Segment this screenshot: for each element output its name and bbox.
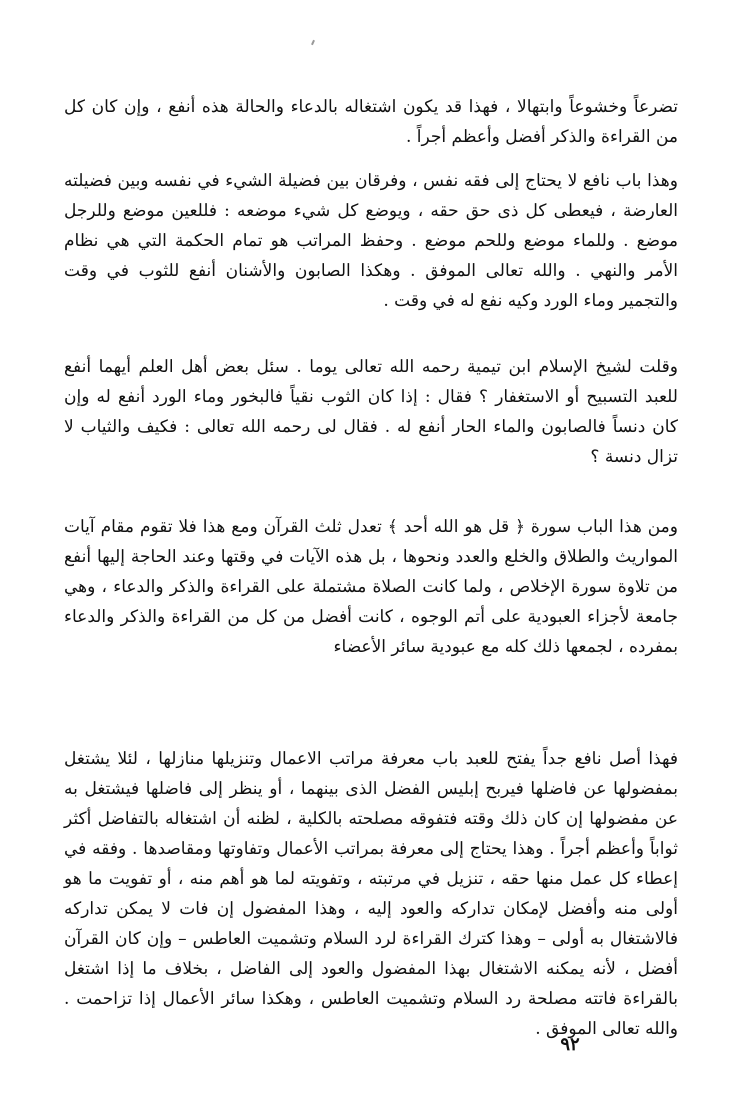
paragraph-ibn-taymiyya-anecdote: وقلت لشيخ الإسلام ابن تيمية رحمه الله تعالى يوما . سئل بعض أهل العلم أيهما أنفع للعبد التسبيح أو الاستغفار ؟ فقال : إذا كان الثوب نقياً فالبخور وماء الورد أنفع له وإن كان دنساً فالصابون والماء الحار أنفع له . فقال لى رحمه الله تعالى : فكيف والثياب لا تزال دنسة ؟ [64,357,678,467]
page-number: ٩٢ [560,1034,580,1055]
scan-speck [311,40,315,45]
paragraph-ordering-of-deeds: فهذا أصل نافع جداً يفتح للعبد باب معرفة مراتب الاعمال وتنزيلها منازلها ، لئلا يشتغل بمفضولها عن فاضلها فيربح إبليس الفضل الذى بينهما ، أو ينظر إلى فاضلها فيشتغل به عن مفضولها إن كان ذلك وقته فتفوقه مصلحته بالكلية ، لظنه أن اشتغاله بالتفاضل أكثر ثواباً وأعظم أجراً . وهذا يحتاج إلى معرفة بمراتب الأعمال وتفاوتها ومقاصدها . وفقه في إعطاء كل عمل منها حقه ، تنزيل في مرتبته ، وتفويته لما هو أهم منه ، أو تفويت ما هو أولى منه وأفضل لإمكان تداركه والعود إليه ، وهذا المفضول إن فات لا يمكن تداركه فالاشتغال به أولى – وهذا كترك القراءة لرد السلام وتشميت العاطس – وإن كان القرآن أفضل ، لأنه يمكنه الاشتغال بهذا المفضول والعود إلى الفاضل ، بخلاف ما إذا اشتغل بالقراءة فاتته مصلحة رد السلام وتشميت العاطس ، وهكذا سائر الأعمال إذا تزاحمت . والله تعالى الموفق . [64,749,678,1039]
paragraph-prayer-merit: تضرعاً وخشوعاً وابتهالا ، فهذا قد يكون اشتغاله بالدعاء والحالة هذه أنفع ، وإن كان كل من القراءة والذكر أفضل وأعظم أجراً . [64,97,678,147]
paragraph-ranks-of-virtue: وهذا باب نافع لا يحتاج إلى فقه نفس ، وفرقان بين فضيلة الشيء في نفسه وبين فضيلته العارضة ، فيعطى كل ذى حق حقه ، ويوضع كل شيء موضعه : فللعين موضع وللرجل موضع . وللماء موضع وللحم موضع . وحفظ المراتب هو تمام الحكمة التي هي نظام الأمر والنهي . والله تعالى الموفق . وهكذا الصابون والأشنان أنفع للثوب في وقت والتجمير وماء الورد وكيه نفع له في وقت . [64,171,678,311]
paragraph-surat-al-ikhlas: ومن هذا الباب سورة ﴿ قل هو الله أحد ﴾ تعدل ثلث القرآن ومع هذا فلا تقوم مقام آيات المواريث والطلاق والخلع والعدد ونحوها ، بل هذه الآيات في وقتها وعند الحاجة إليها أنفع من تلاوة سورة الإخلاص ، ولما كانت الصلاة مشتملة على القراءة والذكر والدعاء ، وهي جامعة لأجزاء العبودية على أتم الوجوه ، كانت أفضل من كل من القراءة والذكر والدعاء بمفرده ، لجمعها ذلك كله مع عبودية سائر الأعضاء [64,517,678,657]
